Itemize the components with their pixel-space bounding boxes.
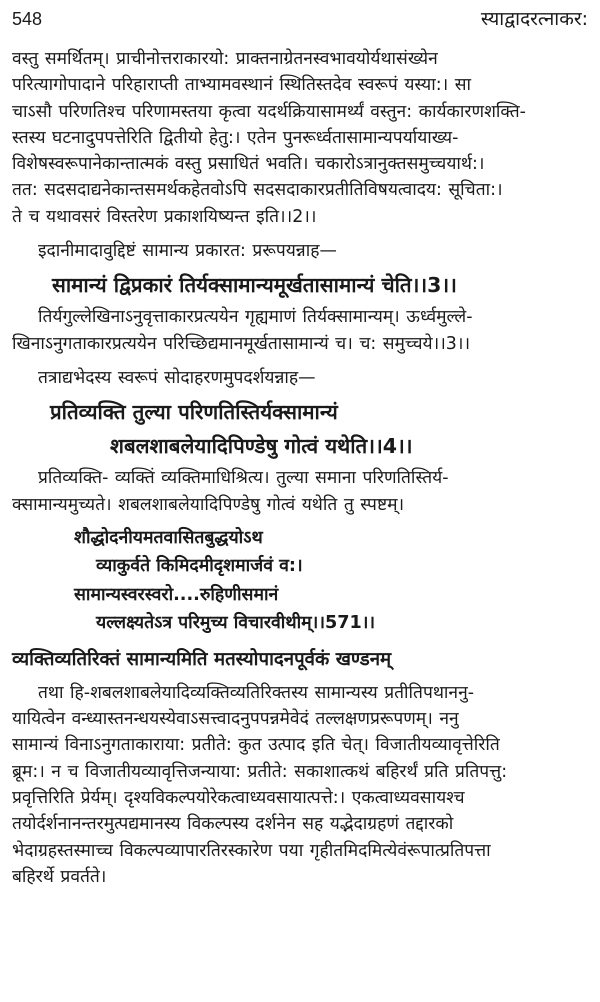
sutra-4-intro: तत्राद्यभेदस्य स्वरूपं सोदाहरणमुपदर्शयन्नाह— xyxy=(38,367,316,388)
quoted-verse xyxy=(12,524,588,638)
text-line: भेदाग्रहस्तस्माच्च विकल्पव्यापारतिरस्कारेण पया गृहीतमिदमित्येवंरूपात्प्रतिपत्ता xyxy=(12,840,491,861)
text-line: चाऽसौ परिणतिश्च परिणामस्तया कृत्वा यदर्थक्रियासामर्थ्यं वस्तुन: कार्यकारणशक्ति- xyxy=(12,101,526,122)
paragraph-refutation xyxy=(12,680,588,890)
text-line: वस्तु समर्थितम्। प्राचीनोत्तराकारयो: प्राक्तनाग्रेतनस्वभावयोर्यथासंख्येन xyxy=(12,49,438,69)
text-line: प्रतिव्यक्ति- व्यक्तिं व्यक्तिमाधिश्रित्य। तुल्या समाना परिणतिस्तिर्य- xyxy=(38,468,449,489)
text-line: क्सामान्यमुच्यते। शबलशाबलेयादिपिण्डेषु गोत्वं यथेति तु स्पष्टम्। xyxy=(12,494,405,515)
page-header xyxy=(12,6,588,32)
paragraph-commentary-4 xyxy=(12,465,588,518)
text-line: ते च यथावसरं विस्तरेण प्रकाशयिष्यन्त इति।।2।। xyxy=(12,206,317,227)
verse-line: शौद्धोदनीयमतवासितबुद्धयोऽथ xyxy=(74,527,263,548)
text-line: तयोर्दर्शनानन्तरमुत्पद्यमानस्य विकल्पस्य दर्शनेन सह यद्भेदाग्रहणं तद्दारको xyxy=(12,814,454,835)
verse-line: व्याकुर्वते किमिदमीदृशमार्जवं व:। xyxy=(96,556,303,577)
verse-line: यल्लक्ष्यतेऽत्र परिमुच्य विचारवीथीम्।।571।। xyxy=(96,613,376,634)
text-line: यायित्वेन वन्ध्यास्तनन्धयस्येवाऽसत्त्वादनुपपन्नमेवेदं तल्लक्षणप्ररूपणम्। ननु xyxy=(12,709,459,730)
paragraph-commentary-2 xyxy=(12,46,588,230)
paragraph-commentary-3 xyxy=(12,304,588,357)
text-line: खिनाऽनुगताकारप्रत्ययेन परिच्छिद्यमानमूर्खतासामान्यं च। च: समुच्चये।।3।। xyxy=(12,333,471,354)
text-line: तिर्यगुल्लेखिनाऽनुवृत्ताकारप्रत्ययेन गृह्यमाणं तिर्यक्सामान्यम्। ऊर्ध्वमुल्ले- xyxy=(38,307,473,328)
sutra-3: सामान्यं द्विप्रकारं तिर्यक्सामान्यमूर्खतासामान्यं चेति।।3।। xyxy=(52,273,457,298)
sutra-line: शबलशाबलेयादिपिण्डेषु गोत्वं यथेति।।4।। xyxy=(110,434,413,459)
section-heading: व्यक्तिव्यतिरिक्तं सामान्यमिति मतस्योपादनपूर्वकं खण्डनम् xyxy=(12,648,392,670)
running-title: स्याद्वादरत्नाकर: xyxy=(480,8,588,30)
text-line: सामान्यं विनाऽनुगताकाराया: प्रतीते: कुत उत्पाद इति चेत्। विजातीयव्यावृत्तेरिति xyxy=(12,735,500,756)
text-line: तथा हि-शबलशाबलेयादिव्यक्तिव्यतिरिक्तस्य सामान्यस्य प्रतीतिपथाननु- xyxy=(38,682,475,703)
page-number: 548 xyxy=(12,9,43,29)
sutra-line: प्रतिव्यक्ति तुल्या परिणतिस्तिर्यक्सामान्यं xyxy=(50,400,338,425)
text-line: स्तस्य घटनादुपपत्तेरिति द्वितीयो हेतु:। एतेन पुनरूर्ध्वतासामान्यपर्यायाख्य- xyxy=(12,127,459,148)
text-line: ब्रूम:। न च विजातीयव्यावृत्तिजन्याया: प्रतीते: सकाशात्कथं बहिरर्थं प्रति प्रतिपत्तु: xyxy=(12,761,508,782)
text-line: बहिरर्थे प्रवर्तते। xyxy=(12,866,107,887)
text-line: विशेषस्वरूपानेकान्तात्मकं वस्तु प्रसाधितं भवति। चकारोऽत्रानुक्तसमुच्चयार्थ:। xyxy=(12,154,485,175)
text-line: प्रवृत्तिरिति प्रेर्यम्। दृश्यविकल्पयोरेकत्वाध्यवसायात्पत्ते:। एकत्वाध्यवसायश्च xyxy=(12,788,465,809)
text-line: परित्यागोपादाने परिहाराप्ती ताभ्यामवस्थानं स्थितिस्तदेव स्वरूपं यस्या:। सा xyxy=(12,75,471,96)
sutra-3-intro: इदानीमादावुद्दिष्टं सामान्य प्रकारत: प्ररूपयन्नाह— xyxy=(38,241,337,262)
verse-line: सामान्यस्वरस्वरो....रुहिणीसमानं xyxy=(74,584,279,605)
text-line: तत: सदसदाद्यनेकान्तसमर्थकहेतवोऽपि सदसदाकारप्रतीतिविषयत्वादय: सूचिता:। xyxy=(12,180,503,201)
sutra-4 xyxy=(12,397,588,461)
